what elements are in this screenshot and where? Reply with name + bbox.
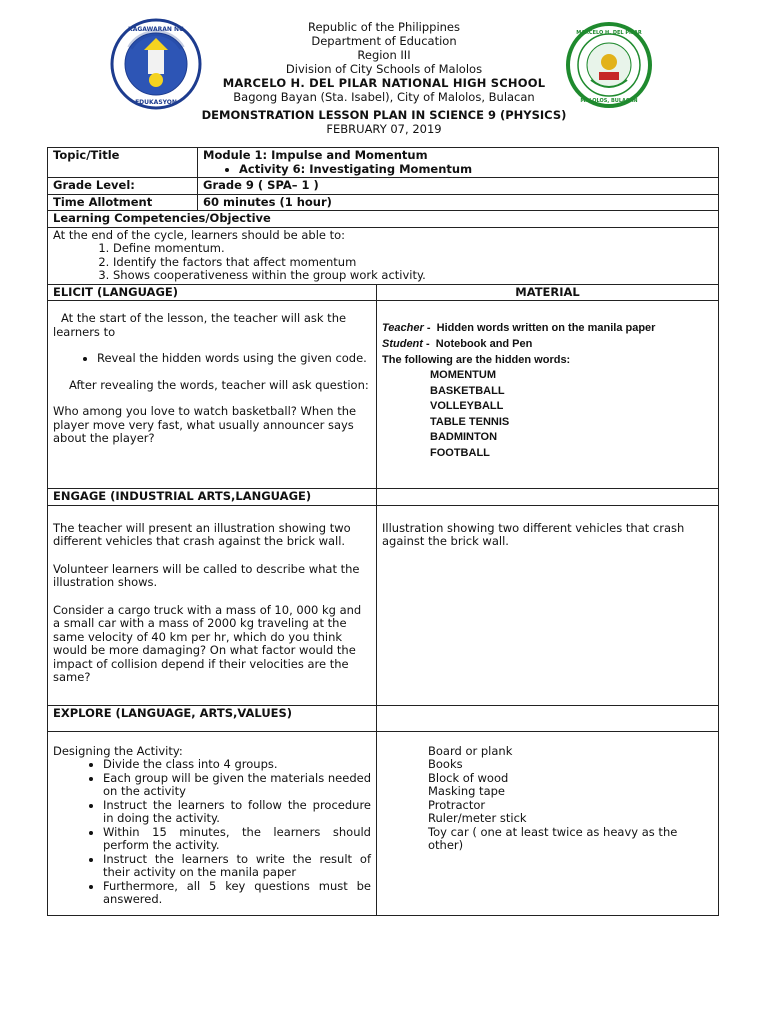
elicit-heading: ELICIT (LANGUAGE) [48,284,377,301]
explore-step: • Instruct the learners to write the result of their activity on the manila paper [103,853,371,880]
time-label: Time Allotment [48,194,198,211]
hidden-word: BASKETBALL [430,384,505,397]
grade-value: Grade 9 ( SPA– 1 ) [198,178,719,195]
hidden-word: TABLE TENNIS [430,415,510,428]
competency-item: 1. Define momentum. [113,242,713,256]
header-division: Division of City Schools of Malolos [285,62,483,76]
explore-material: Block of wood [428,770,509,785]
explore-step: • Within 15 minutes, the learners should perform the activity. [103,826,371,853]
material-heading: MATERIAL [377,284,719,301]
header-region: Region III [357,48,411,62]
document-header [0,20,768,104]
hidden-words-intro: The following are the hidden words: [382,354,571,366]
header-address: Bagong Bayan (Sta. Isabel), City of Malolos, Bulacan [233,90,535,104]
hidden-word: BADMINTON [430,431,498,443]
explore-material: Ruler/meter stick [428,811,527,825]
topic-label: Topic/Title [48,148,198,178]
elicit-bullet: • Reveal the hidden words using the given code. [97,352,371,366]
explore-material: Board or plank [428,743,513,758]
competency-item: 2. Identify the factors that affect momentum [113,256,713,270]
topic-activity: • Activity 6: Investigating Momentum [239,163,713,177]
explore-step: • Divide the class into 4 groups. [103,758,371,772]
explore-step: • Each group will be given the materials needed on the activity [103,772,371,799]
student-material: Notebook and Pen [435,338,533,350]
explore-heading: EXPLORE (LANGUAGE, ARTS,VALUES) [48,705,377,731]
engage-row [48,505,719,705]
lesson-plan-title: DEMONSTRATION LESSON PLAN IN SCIENCE 9 (PHYSICS) [201,108,567,122]
topic-row [48,148,719,178]
grade-row [48,178,719,195]
time-value: 60 minutes (1 hour) [198,194,719,211]
hidden-word: VOLLEYBALL [430,400,504,412]
elicit-paragraph-1: At the start of the lesson, the teacher will ask the learners to [53,311,347,339]
explore-step: • Furthermore, all 5 key questions must be answered. [103,880,371,907]
svg-text:MARCELO H. DEL PILAR: MARCELO H. DEL PILAR [576,30,642,36]
competencies-heading-row [48,211,719,228]
grade-label: Grade Level: [48,178,198,195]
teacher-material: Hidden words written on the manila paper [436,322,656,334]
engage-paragraph-2: Volunteer learners will be called to describe what the illustration shows. [53,561,360,589]
explore-material: Toy car ( one at least twice as heavy as the other) [428,824,678,852]
student-label: Student [382,338,423,350]
elicit-material-cell: Teacher - Hidden words written on the manila paper Student - Notebook and Pen The following are the hidden words: MOMENTUM BASKETBALL VOLLEYBALL TABLE TENNIS BADMINTON FOOTBALL [377,301,719,489]
elicit-paragraph-2: After revealing the words, teacher will ask question: [69,377,369,392]
elicit-heading-row [48,284,719,301]
svg-text:KAGAWARAN NG: KAGAWARAN NG [128,26,184,33]
lesson-plan-table [47,147,719,916]
engage-material: Illustration showing two different vehicles that crash against the brick wall. [382,520,685,548]
topic-value-cell [198,148,719,178]
competencies-intro: At the end of the cycle, learners should be able to: [53,227,346,242]
competencies-row [48,227,719,284]
explore-row [48,731,719,915]
svg-text:EDUKASYON: EDUKASYON [135,99,177,106]
document-title [0,108,768,136]
explore-material: Masking tape [428,784,505,798]
explore-material-cell [377,731,719,915]
hidden-word: FOOTBALL [430,446,490,459]
svg-text:MALOLOS, BULACAN: MALOLOS, BULACAN [580,98,638,104]
explore-intro: Designing the Activity: [53,743,183,758]
engage-paragraph-3: Consider a cargo truck with a mass of 10, 000 kg and a small car with a mass of 2000 kg traveling at the same velocity of 40 km per hr, which do you think would be more damaging? On what factor would the impact of collision depend if their velocities are the same? [53,602,362,684]
elicit-row [48,301,719,489]
competencies-cell [48,227,719,284]
explore-material: Protractor [428,797,486,812]
explore-activity-cell [48,731,377,915]
engage-heading-row [48,489,719,506]
competency-item: 3. Shows cooperativeness within the group work activity. [113,269,713,283]
header-school-name: MARCELO H. DEL PILAR NATIONAL HIGH SCHOOL [222,76,546,90]
hidden-word: MOMENTUM [430,369,496,381]
topic-value: Module 1: Impulse and Momentum [203,148,428,162]
elicit-paragraph-3: Who among you love to watch basketball? When the player move very fast, what usually announcer says about the player? [53,404,357,445]
engage-activity-cell [48,505,377,705]
explore-step: • Instruct the learners to follow the procedure in doing the activity. [103,799,371,826]
competencies-heading: Learning Competencies/Objective [48,211,719,228]
time-row [48,194,719,211]
lesson-plan-date: FEBRUARY 07, 2019 [326,122,442,136]
explore-heading-row [48,705,719,731]
engage-material-cell [377,505,719,705]
elicit-activity-cell [48,301,377,489]
header-republic: Republic of the Philippines [307,20,461,34]
teacher-label: Teacher [382,322,424,334]
engage-heading: ENGAGE (INDUSTRIAL ARTS,LANGUAGE) [48,489,377,506]
explore-material: Books [428,757,463,771]
header-department: Department of Education [311,34,457,48]
engage-paragraph-1: The teacher will present an illustration showing two different vehicles that crash against the brick wall. [53,520,351,548]
